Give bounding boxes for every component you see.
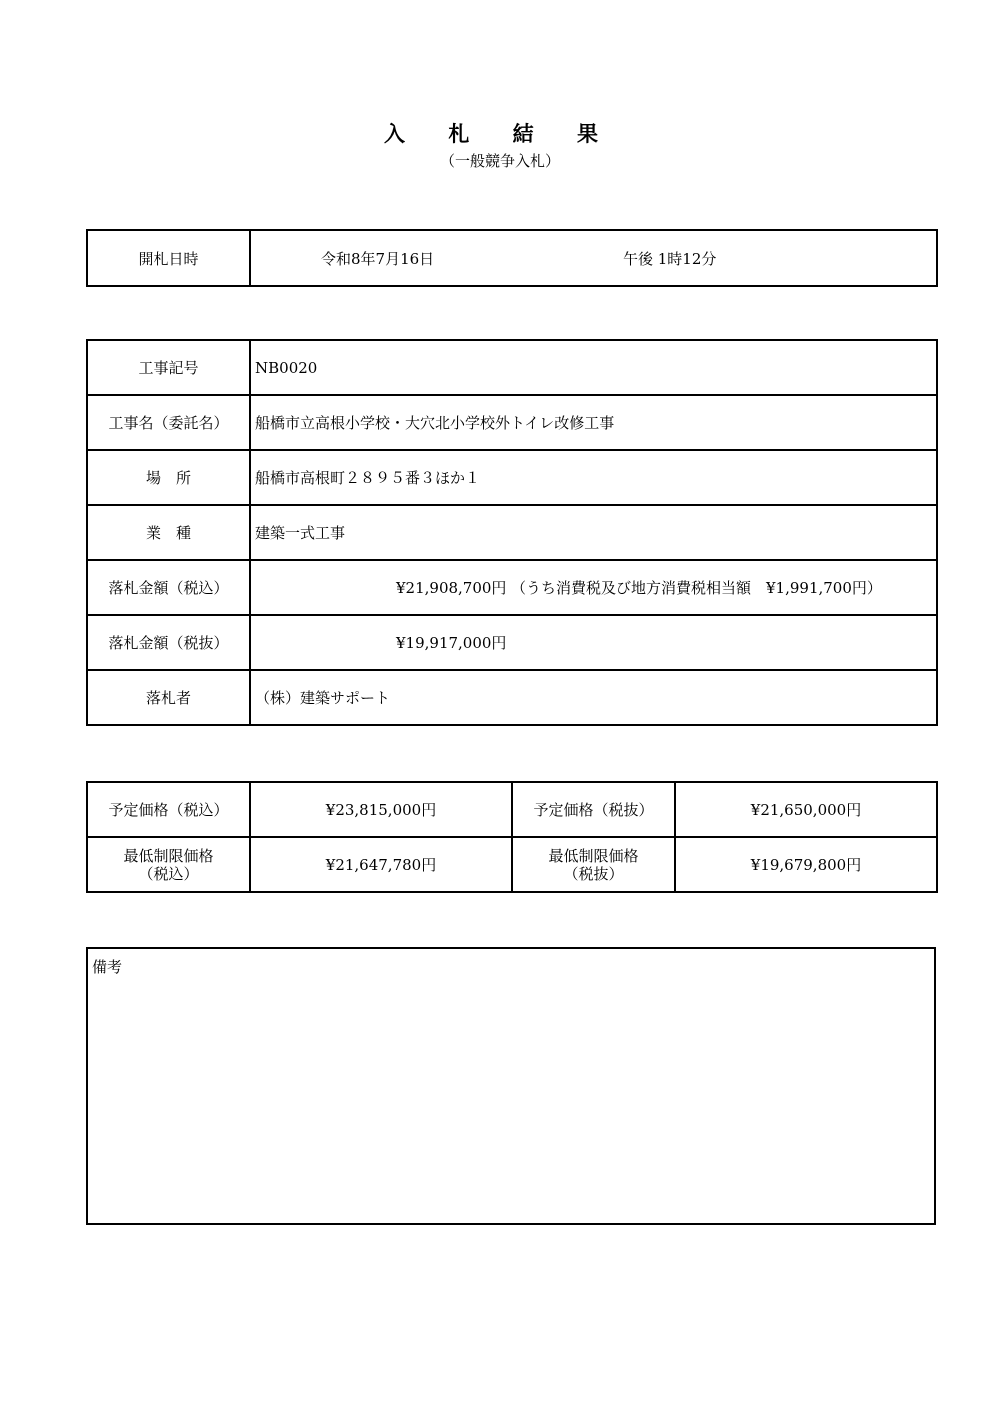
opening-time: 午後 1時12分 — [623, 249, 717, 268]
location-label: 場 所 — [87, 450, 250, 505]
min-excl-value: ¥19,679,800円 — [675, 837, 937, 892]
remarks-box — [86, 947, 936, 1225]
table-row — [87, 560, 937, 615]
amount-incl-cell — [250, 560, 937, 615]
construction-name-value: 船橋市立高根小学校・大穴北小学校外トイレ改修工事 — [250, 395, 937, 450]
planned-incl-value: ¥23,815,000円 — [250, 782, 512, 837]
category-value: 建築一式工事 — [250, 505, 937, 560]
planned-incl-label: 予定価格（税込） — [87, 782, 250, 837]
table-row — [87, 670, 937, 725]
min-excl-label-line1: 最低制限価格 — [548, 846, 639, 865]
amount-incl-label: 落札金額（税込） — [87, 560, 250, 615]
remarks-label: 備考 — [92, 958, 123, 976]
min-excl-label-line2: （税抜） — [563, 864, 624, 883]
min-incl-value: ¥21,647,780円 — [250, 837, 512, 892]
page-title: 入 札 結 果 — [384, 121, 616, 146]
opening-label: 開札日時 — [87, 230, 250, 286]
opening-date: 令和8年7月16日 — [321, 249, 435, 268]
table-row — [87, 782, 937, 837]
price-table — [86, 781, 938, 893]
opening-value — [250, 230, 937, 286]
amount-incl-value: ¥21,908,700円 — [396, 579, 507, 597]
details-table — [86, 339, 938, 726]
amount-excl-value: ¥19,917,000円 — [396, 634, 507, 652]
min-excl-label — [512, 837, 675, 892]
min-incl-label — [87, 837, 250, 892]
planned-excl-label: 予定価格（税抜） — [512, 782, 675, 837]
amount-excl-label: 落札金額（税抜） — [87, 615, 250, 670]
table-row — [87, 395, 937, 450]
bidder-value: （株）建築サポート — [250, 670, 937, 725]
table-row — [87, 450, 937, 505]
min-incl-label-line1: 最低制限価格 — [123, 846, 214, 865]
opening-table — [86, 229, 938, 287]
construction-no-value: NB0020 — [250, 340, 937, 395]
planned-excl-value: ¥21,650,000円 — [675, 782, 937, 837]
table-row — [87, 615, 937, 670]
location-value: 船橋市高根町２８９５番３ほか１ — [250, 450, 937, 505]
construction-no-label: 工事記号 — [87, 340, 250, 395]
construction-name-label: 工事名（委託名） — [87, 395, 250, 450]
table-row — [87, 340, 937, 395]
table-row — [87, 505, 937, 560]
amount-incl-note: （うち消費税及び地方消費税相当額 ¥1,991,700円） — [511, 579, 882, 597]
table-row — [87, 837, 937, 892]
bidder-label: 落札者 — [87, 670, 250, 725]
min-incl-label-line2: （税込） — [138, 864, 199, 883]
amount-excl-cell — [250, 615, 937, 670]
category-label: 業 種 — [87, 505, 250, 560]
page-subtitle: （一般競争入札） — [439, 152, 560, 170]
opening-row — [87, 230, 937, 286]
